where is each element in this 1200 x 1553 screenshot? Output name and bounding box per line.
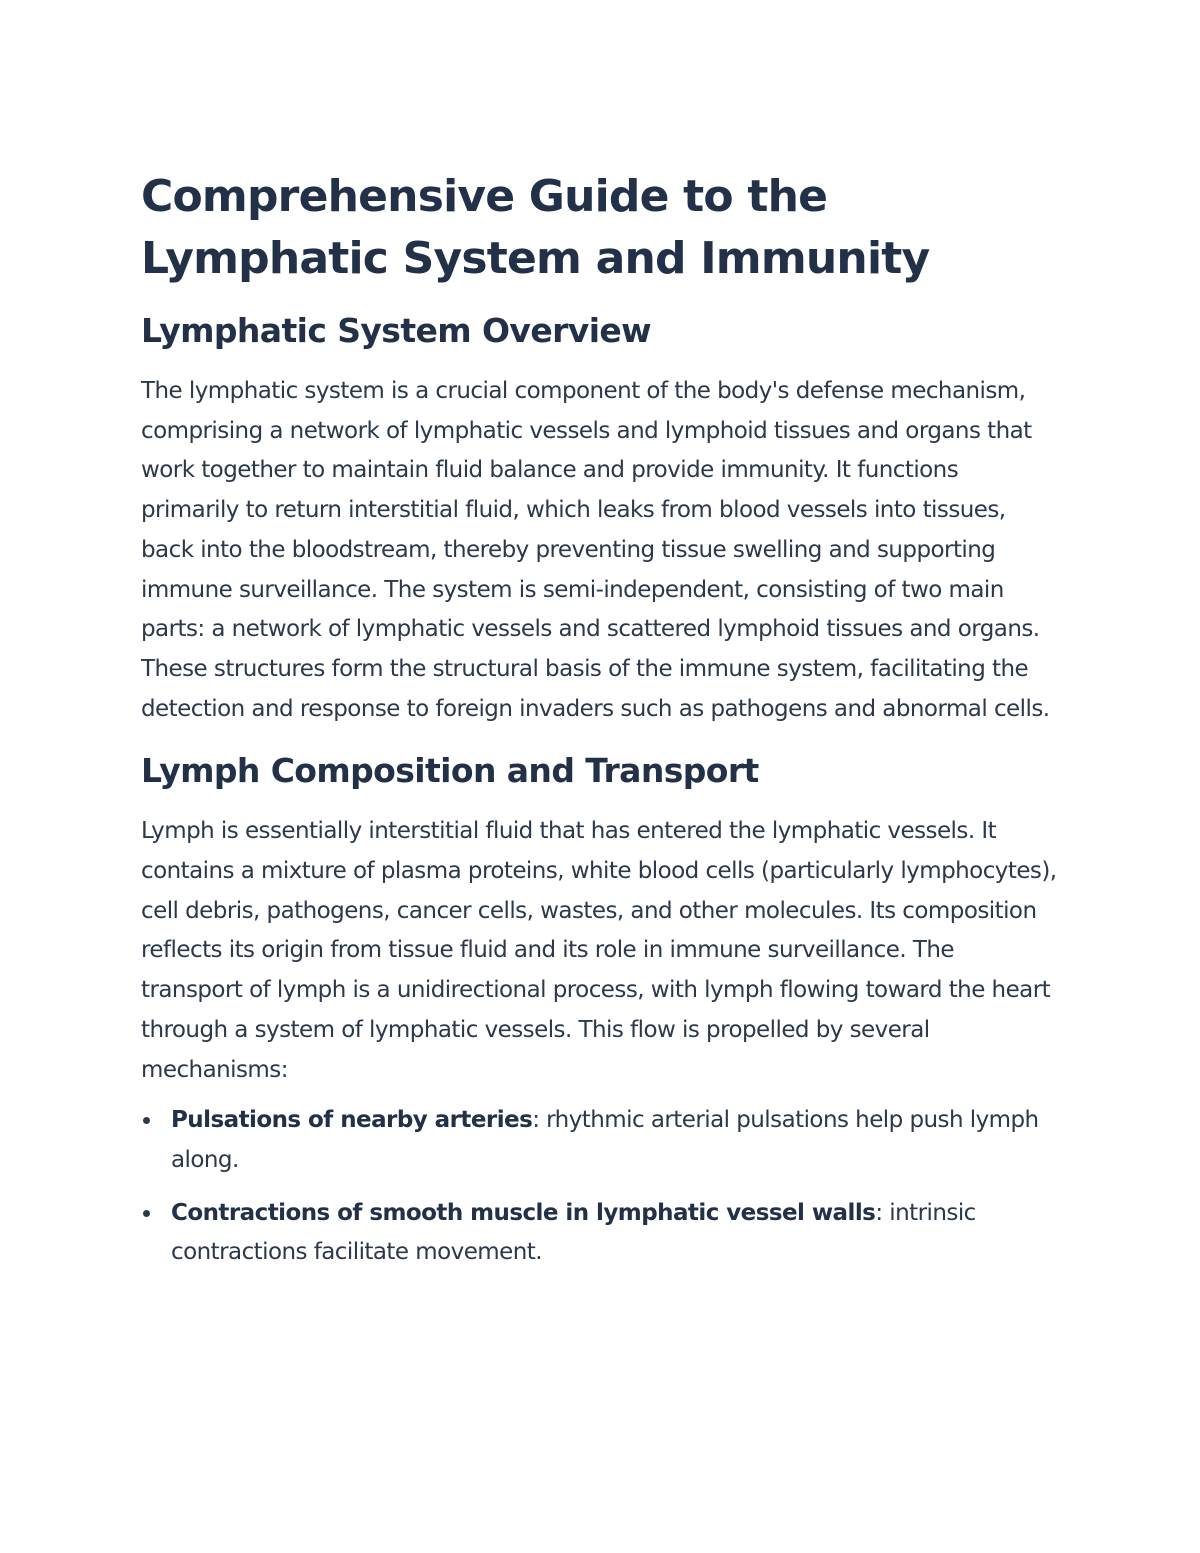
section-heading-lymph-composition: Lymph Composition and Transport: [141, 751, 759, 791]
list-item-term: Pulsations of nearby arteries: [171, 1107, 533, 1134]
list-item-term: Contractions of smooth muscle in lymphatic vessel walls: [171, 1199, 876, 1226]
list-item: [141, 1194, 1061, 1273]
bullet-dot-icon: [143, 1210, 150, 1217]
mechanism-list: [141, 1101, 1061, 1273]
list-item: [141, 1101, 1061, 1180]
document-title: Comprehensive Guide to the Lymphatic System and Immunity: [141, 171, 930, 284]
section-heading-lymphatic-system-overview: Lymphatic System Overview: [141, 311, 652, 350]
list-item-text: : intrinsic contractions facilitate movement.: [171, 1199, 976, 1266]
bullet-dot-icon: [143, 1117, 150, 1124]
list-item-text: : rhythmic arterial pulsations help push lymph along.: [171, 1107, 1039, 1173]
document-page: [141, 166, 1061, 1286]
section-paragraph-overview: The lymphatic system is a crucial component of the body's defense mechanism, comprising a network of lymphatic vessels and lymphoid tissues and organs that work together to maintain fluid balance and provide immunity. It functions primarily to return interstitial fluid, which leaks from blood vessels into tissues, back into the bloodstream, thereby preventing tissue swelling and supporting immune surveillance. The system is semi-independent, consisting of two main parts: a network of lymphatic vessels and scattered lymphoid tissues and organs. These structures form the structural basis of the immune system, facilitating the detection and response to foreign invaders such as pathogens and abnormal cells.: [141, 378, 1050, 722]
section-paragraph-composition: Lymph is essentially interstitial fluid that has entered the lymphatic vessels. It contains a mixture of plasma proteins, white blood cells (particularly lymphocytes), cell debris, pathogens, cancer cells, wastes, and other molecules. Its composition reflects its origin from tissue fluid and its role in immune surveillance. The transport of lymph is a unidirectional process, with lymph flowing toward the heart through a system of lymphatic vessels. This flow is propelled by several mechanisms:: [141, 818, 1057, 1083]
